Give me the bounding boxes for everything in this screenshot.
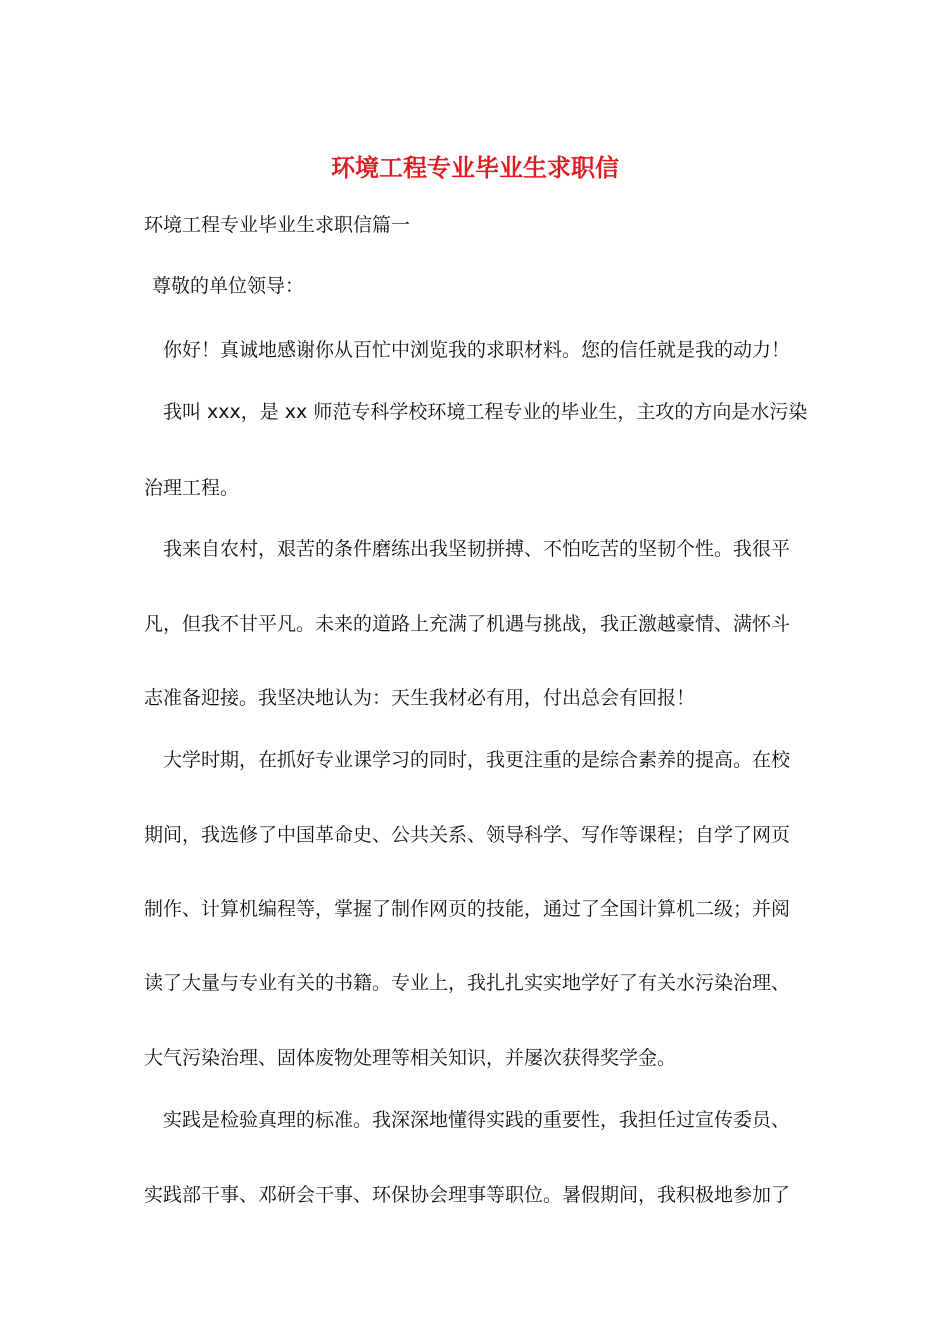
- paragraph-line: 治理工程。: [144, 477, 240, 499]
- paragraph-line: 大学时期，在抓好专业课学习的同时，我更注重的是综合素养的提高。在校: [163, 749, 791, 771]
- paragraph-line: 实践部干事、邓研会干事、环保协会理事等职位。暑假期间，我积极地参加了: [144, 1184, 791, 1206]
- paragraph-line: 期间，我选修了中国革命史、公共关系、领导科学、写作等课程；自学了网页: [144, 824, 791, 846]
- section-heading: 环境工程专业毕业生求职信篇一: [144, 214, 411, 236]
- document-title: 环境工程专业毕业生求职信: [331, 154, 619, 182]
- paragraph-line: 实践是检验真理的标准。我深深地懂得实践的重要性，我担任过宣传委员、: [163, 1109, 791, 1131]
- paragraph-line: 凡，但我不甘平凡。未来的道路上充满了机遇与挑战，我正激越豪情、满怀斗: [144, 613, 791, 635]
- paragraph-line: 大气污染治理、固体废物处理等相关知识，并屡次获得奖学金。: [144, 1047, 677, 1069]
- salutation: 尊敬的单位领导：: [152, 275, 305, 297]
- paragraph-line: 读了大量与专业有关的书籍。专业上，我扎扎实实地学好了有关水污染治理、: [144, 972, 791, 994]
- paragraph-line: 我叫 xxx，是 xx 师范专科学校环境工程专业的毕业生，主攻的方向是水污染: [163, 401, 808, 423]
- paragraph-line: 志准备迎接。我坚决地认为：天生我材必有用，付出总会有回报！: [144, 687, 696, 709]
- paragraph-line: 制作、计算机编程等，掌握了制作网页的技能，通过了全国计算机二级；并阅: [144, 898, 791, 920]
- paragraph-line: 你好！真诚地感谢你从百忙中浏览我的求职材料。您的信任就是我的动力！: [163, 339, 791, 361]
- paragraph-line: 我来自农村，艰苦的条件磨练出我坚韧拼搏、不怕吃苦的坚韧个性。我很平: [163, 538, 791, 560]
